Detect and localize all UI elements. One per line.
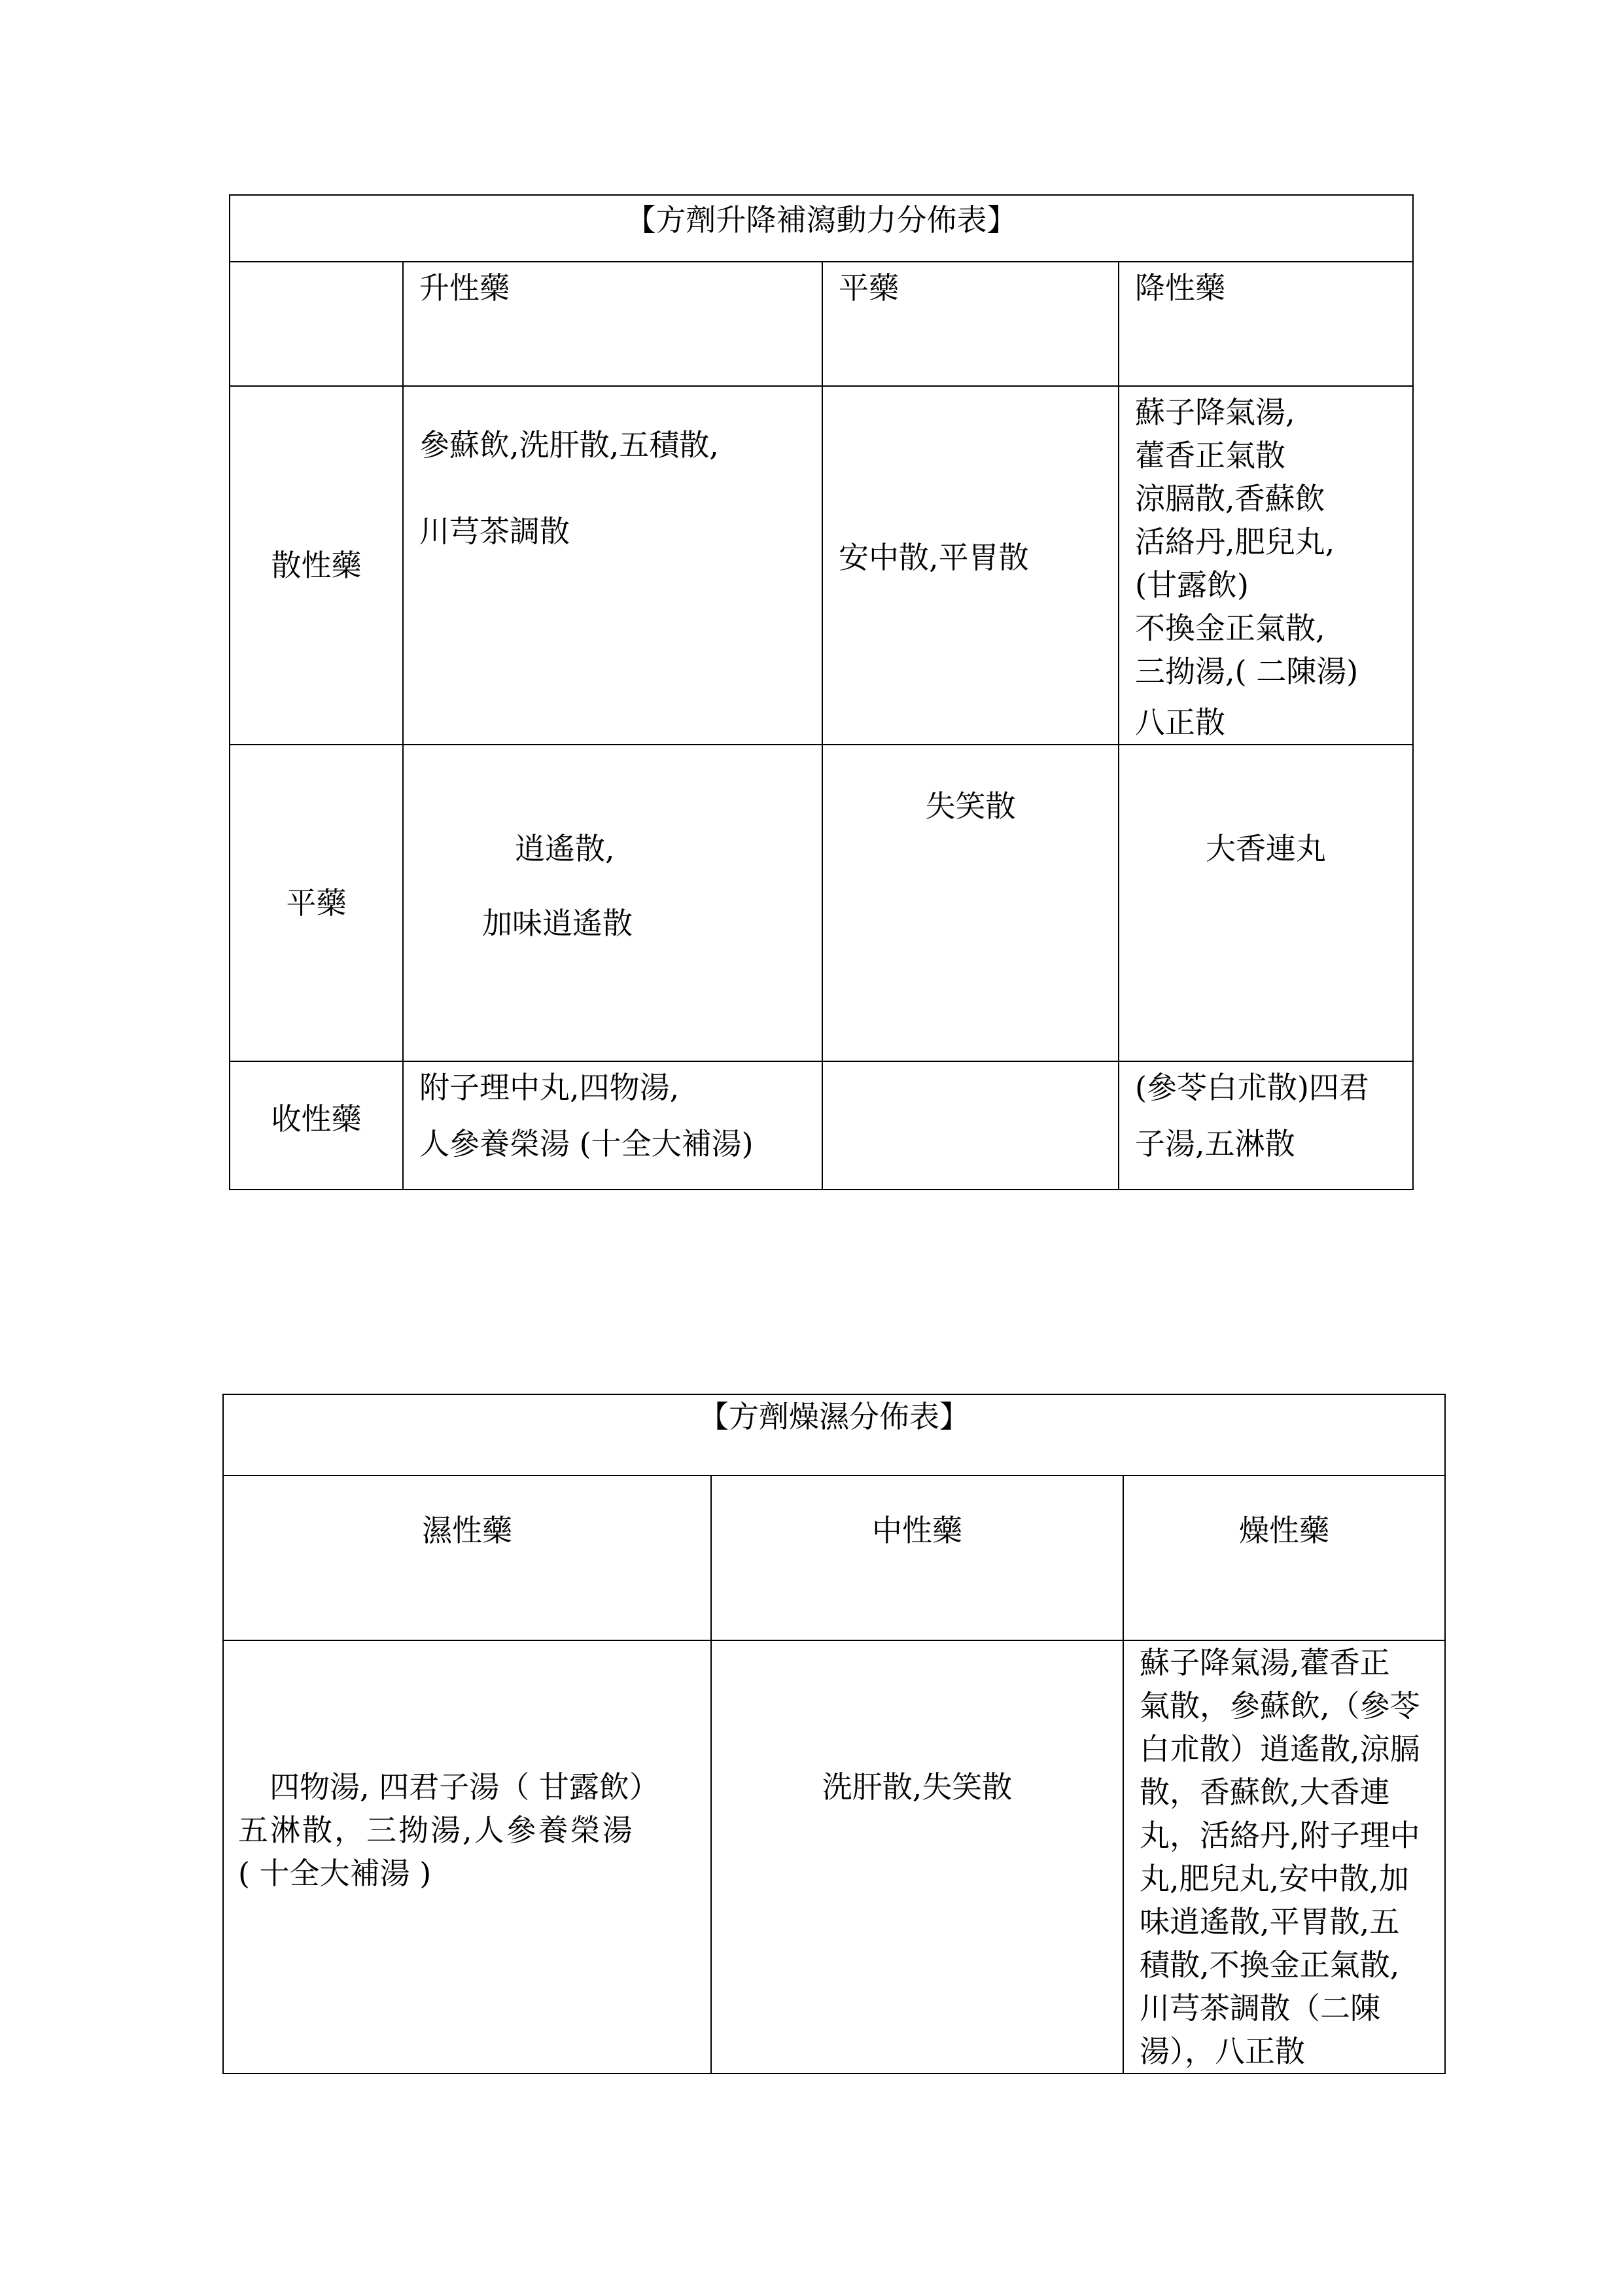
table1-row-label-astringent: 收性藥	[230, 1061, 403, 1190]
table1-cell-neutral-flat: 失笑散	[822, 745, 1119, 1061]
dynamics-distribution-table	[229, 194, 1414, 1190]
table1-cell-dispersing-flat: 安中散,平胃散	[822, 386, 1119, 745]
table1-cell-neutral-rise: 逍遙散, 加味逍遙散	[403, 745, 822, 1061]
table1-header-flat: 平藥	[822, 262, 1119, 386]
table2-title-text: 【方劑燥濕分佈表】	[699, 1399, 970, 1434]
table1-cell-dispersing-rise: 參蘇飲,洗肝散,五積散, 川芎茶調散	[403, 386, 822, 745]
table1-cell-astringent-rise: 附子理中丸,四物湯, 人參養榮湯 (十全大補湯)	[403, 1061, 822, 1190]
table2-cell-wet: 四物湯, 四君子湯（ 甘露飲） 五淋散，三拗湯,人參養榮湯 ( 十全大補湯 )	[223, 1640, 711, 2074]
table1-row-label-neutral: 平藥	[230, 745, 403, 1061]
table2-cell-dry: 蘇子降氣湯,藿香正 氣散，參蘇飲,（參苓 白朮散）逍遙散,涼膈 散，香蘇飲,大香連 丸，活絡丹,附子理中 丸,肥兒丸,安中散,加 味逍遙散,平胃散,五 積散,不換金正氣散, 川芎茶調散（二陳 湯），八正散	[1123, 1640, 1445, 2074]
table2-header-neutral: 中性藥	[711, 1475, 1123, 1640]
table2-cell-neutral: 洗肝散,失笑散	[711, 1640, 1123, 2074]
table1-header-fall: 降性藥	[1119, 262, 1413, 386]
table1-cell-astringent-flat	[822, 1061, 1119, 1190]
table2-header-dry: 燥性藥	[1123, 1475, 1445, 1640]
table1-row-label-dispersing: 散性藥	[230, 386, 403, 745]
dryness-dampness-distribution-table	[222, 1394, 1446, 2074]
table1-cell-neutral-fall: 大香連丸	[1119, 745, 1413, 1061]
table1-header-rise: 升性藥	[403, 262, 822, 386]
table1-title	[230, 195, 1413, 262]
table1-cell-dispersing-fall: 蘇子降氣湯, 藿香正氣散 涼膈散,香蘇飲 活絡丹,肥兒丸, (甘露飲) 不換金正氣散, 三拗湯,( 二陳湯) 八正散	[1119, 386, 1413, 745]
table2-title	[223, 1394, 1445, 1475]
table1-title-text: 【方劑升降補瀉動力分佈表】	[625, 202, 1017, 238]
table1-corner-cell	[230, 262, 403, 386]
table1-cell-astringent-fall: (參苓白朮散)四君 子湯,五淋散	[1119, 1061, 1413, 1190]
table2-header-wet: 濕性藥	[223, 1475, 711, 1640]
